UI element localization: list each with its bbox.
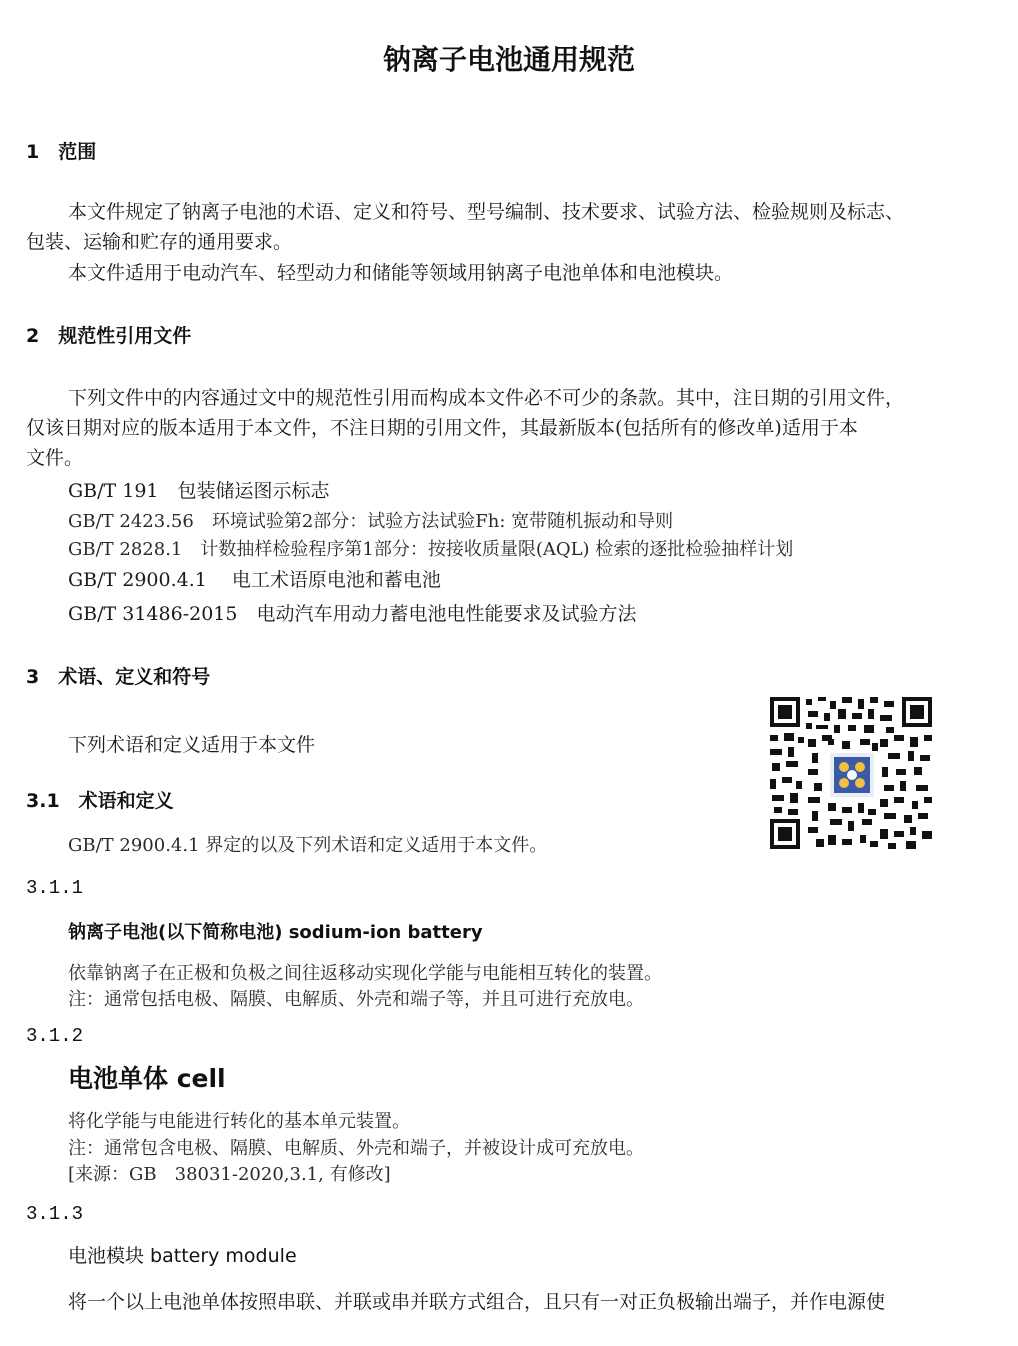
term-3-1-2-title: 电池单体 cell	[68, 1064, 226, 1093]
reference-gbt-2900-4-1: GB/T 2900.4.1 电工术语原电池和蓄电池	[68, 569, 441, 591]
term-3-1-3-number: 3.1.3	[26, 1203, 84, 1225]
reference-gbt-191: GB/T 191 包装储运图示标志	[68, 480, 330, 502]
section-1-heading: 1 范围	[26, 141, 97, 163]
term-3-1-2-note: 注：通常包含电极、隔膜、电解质、外壳和端子，并被设计成可充放电。	[68, 1138, 644, 1159]
term-3-1-2-number: 3.1.2	[26, 1025, 84, 1047]
section-3-intro: 下列术语和定义适用于本文件	[68, 734, 316, 756]
page-title: 钠离子电池通用规范	[382, 43, 635, 76]
section-2-heading: 2 规范性引用文件	[26, 325, 192, 347]
reference-gbt-31486-2015: GB/T 31486-2015 电动汽车用动力蓄电池电性能要求及试验方法	[68, 603, 637, 625]
reference-gbt-2828-1: GB/T 2828.1 计数抽样检验程序第1部分：按接收质量限(AQL) 检索的逐批检验抽样计划	[68, 539, 794, 560]
term-3-1-2-definition: 将化学能与电能进行转化的基本单元装置。	[68, 1111, 410, 1132]
subsection-3-1-text: GB/T 2900.4.1 界定的以及下列术语和定义适用于本文件。	[68, 835, 548, 856]
term-3-1-3-definition: 将一个以上电池单体按照串联、并联或串并联方式组合，且只有一对正负极输出端子，并作电源使	[68, 1291, 886, 1313]
term-3-1-1-definition: 依靠钠离子在正极和负极之间往返移动实现化学能与电能相互转化的装置。	[68, 963, 662, 984]
section-2-para-line-2: 仅该日期对应的版本适用于本文件，不注日期的引用文件，其最新版本(包括所有的修改单)适用于本	[26, 417, 858, 439]
term-3-1-1-note: 注：通常包括电极、隔膜、电解质、外壳和端子等，并且可进行充放电。	[68, 989, 644, 1010]
section-2-para-line-1: 下列文件中的内容通过文中的规范性引用而构成本文件必不可少的条款。其中，注日期的引用文件，	[68, 387, 905, 409]
term-3-1-1-title: 钠离子电池(以下简称电池) sodium-ion battery	[68, 922, 483, 943]
section-2-para-line-3: 文件。	[26, 447, 84, 469]
subsection-3-1-heading: 3.1 术语和定义	[26, 790, 174, 812]
reference-gbt-2423-56: GB/T 2423.56 环境试验第2部分：试验方法试验Fh: 宽带随机振动和导则	[68, 511, 674, 532]
section-1-para-2: 本文件适用于电动汽车、轻型动力和储能等领域用钠离子电池单体和电池模块。	[68, 262, 734, 284]
qr-code-image	[768, 695, 934, 851]
term-3-1-3-title: 电池模块 battery module	[68, 1245, 297, 1267]
term-3-1-1-number: 3.1.1	[26, 877, 84, 899]
section-1-para-1-line-1: 本文件规定了钠离子电池的术语、定义和符号、型号编制、技术要求、试验方法、检验规则及标志、	[68, 201, 905, 223]
qr-code-graphic	[768, 695, 934, 851]
section-1-para-1-line-2: 包装、运输和贮存的通用要求。	[26, 231, 293, 253]
term-3-1-2-source: [来源：GB 38031-2020,3.1, 有修改]	[68, 1164, 391, 1185]
section-3-heading: 3 术语、定义和符号	[26, 666, 211, 688]
